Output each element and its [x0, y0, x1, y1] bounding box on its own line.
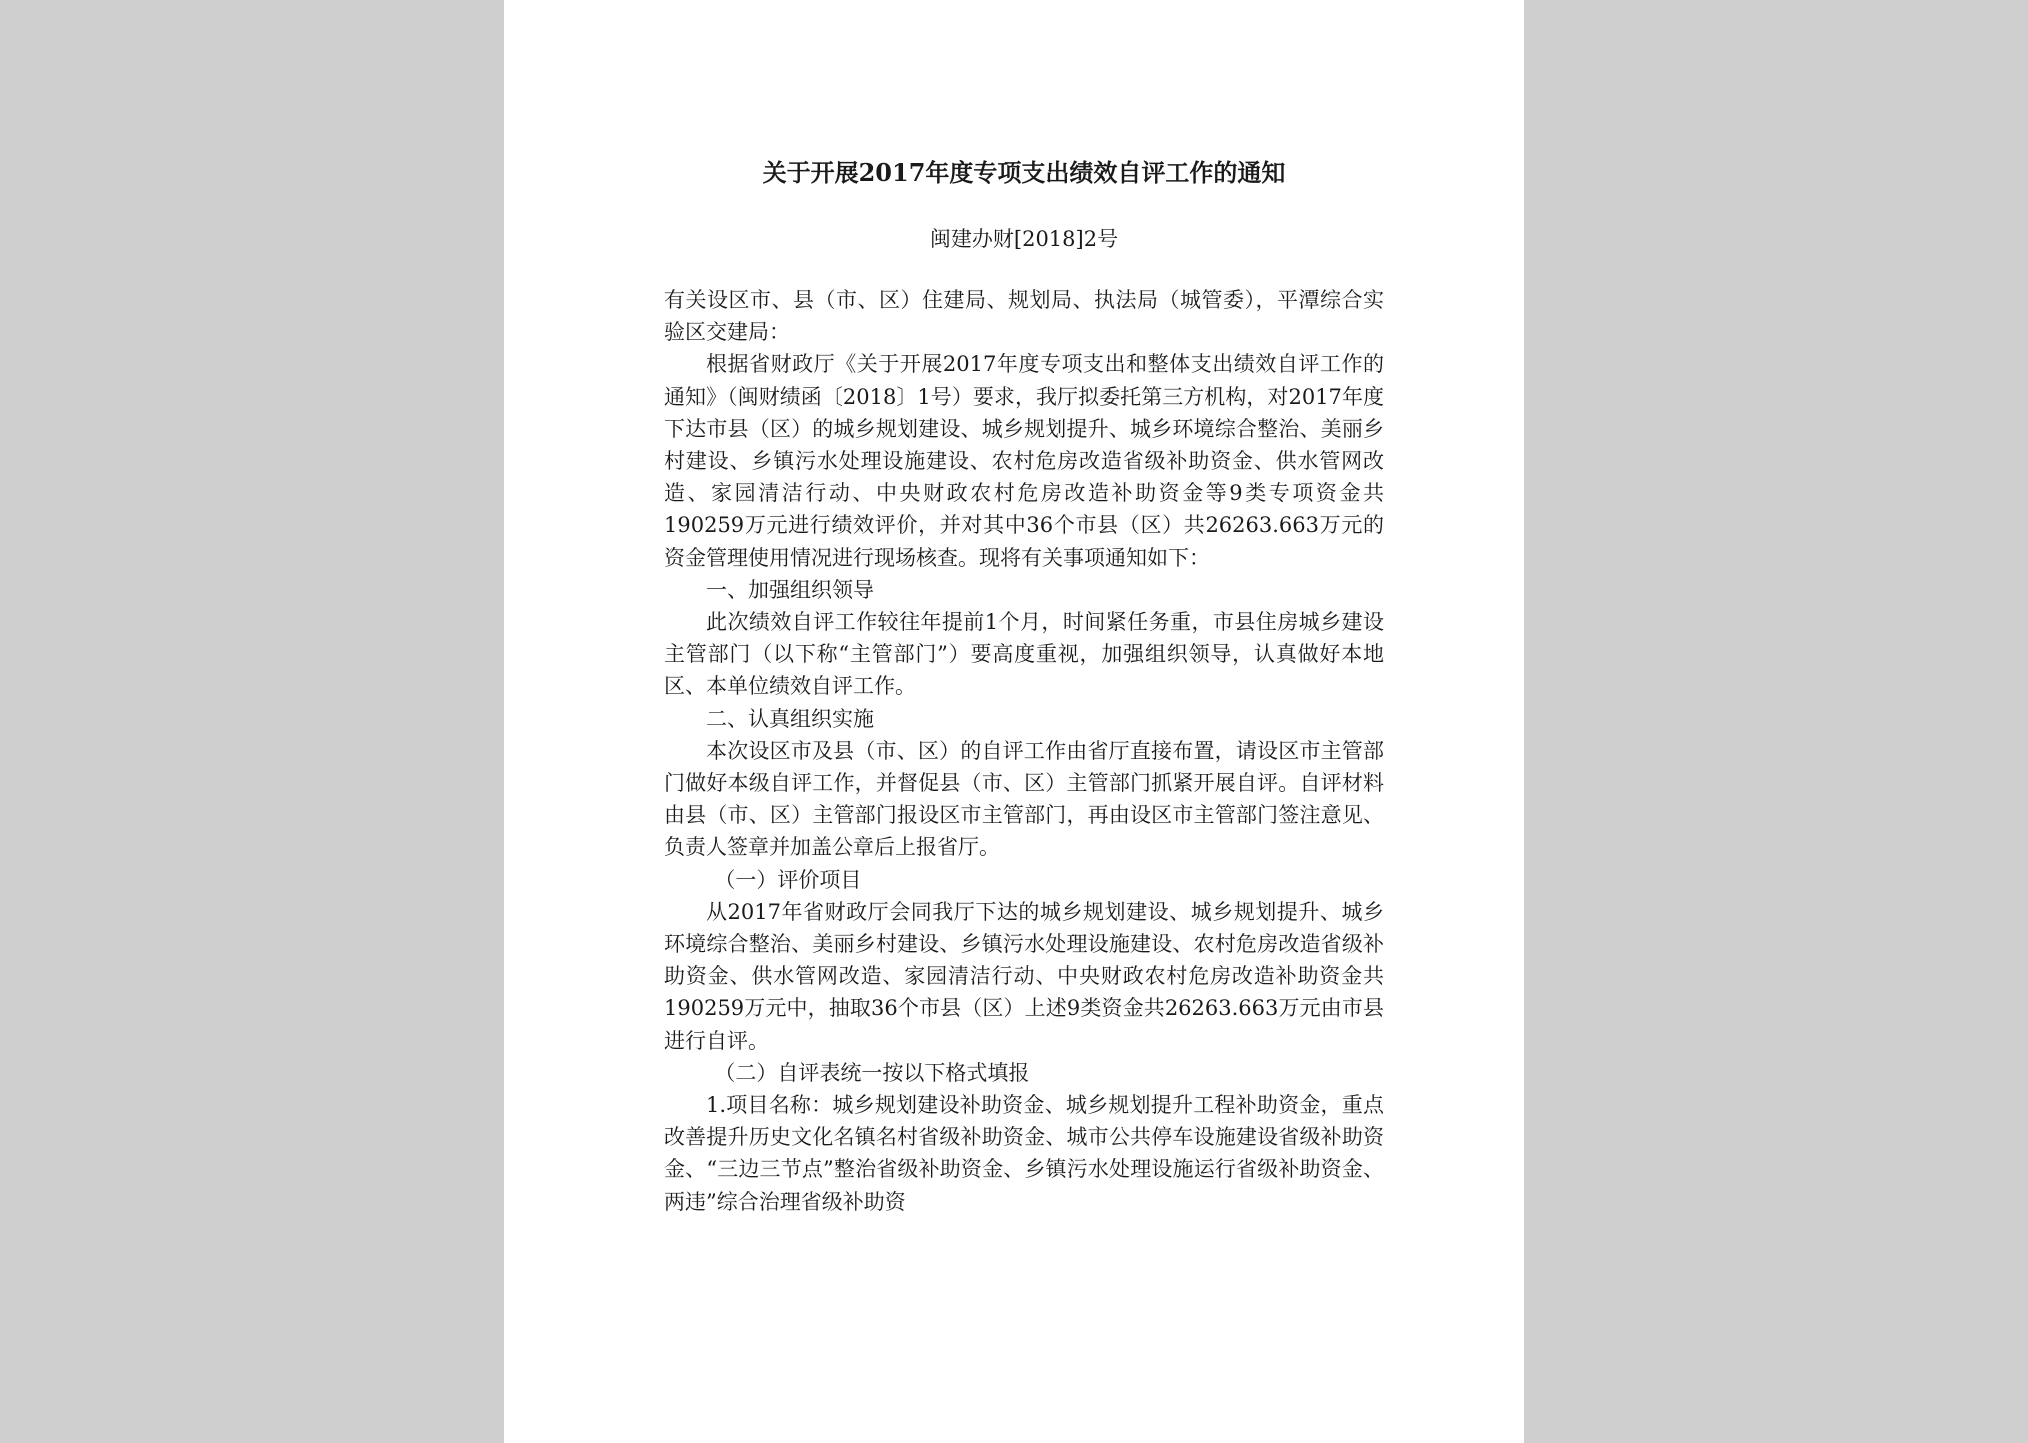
document-content: [664, 150, 1384, 1218]
document-body: [664, 284, 1384, 1218]
section-heading: （一）评价项目: [714, 867, 862, 892]
document-title: 关于开展2017年度专项支出绩效自评工作的通知: [762, 158, 1286, 187]
section-heading: 二、认真组织实施: [706, 706, 874, 731]
document-page: [504, 0, 1524, 1443]
section-heading: 一、加强组织领导: [706, 577, 874, 602]
body-paragraph: 有关设区市、县（市、区）住建局、规划局、执法局（城管委），平潭综合实验区交建局：: [664, 288, 1384, 345]
body-paragraph: 1.项目名称：城乡规划建设补助资金、城乡规划提升工程补助资金，重点改善提升历史文化名镇名村省级补助资金、城市公共停车设施建设省级补助资金、“三边三节点”整治省级补助资金、乡镇污水处理设施运行省级补助资金、两违”综合治理省级补助资: [664, 1093, 1384, 1214]
body-paragraph: 从2017年省财政厅会同我厅下达的城乡规划建设、城乡规划提升、城乡环境综合整治、美丽乡村建设、乡镇污水处理设施建设、农村危房改造省级补助资金、供水管网改造、家园清洁行动、中央财政农村危房改造补助资金共190259万元中，抽取36个市县（区）上述9类资金共26263.663万元由市县进行自评。: [664, 899, 1384, 1053]
body-paragraph: 此次绩效自评工作较往年提前1个月，时间紧任务重，市县住房城乡建设主管部门（以下称“主管部门”）要高度重视，加强组织领导，认真做好本地区、本单位绩效自评工作。: [664, 610, 1384, 699]
body-paragraph: 根据省财政厅《关于开展2017年度专项支出和整体支出绩效自评工作的通知》（闽财绩函〔2018〕1号）要求，我厅拟委托第三方机构，对2017年度下达市县（区）的城乡规划建设、城乡规划提升、城乡环境综合整治、美丽乡村建设、乡镇污水处理设施建设、农村危房改造省级补助资金、供水管网改造、家园清洁行动、中央财政农村危房改造补助资金等9类专项资金共190259万元进行绩效评价，并对其中36个市县（区）共26263.663万元的资金管理使用情况进行现场核查。现将有关事项通知如下：: [664, 352, 1384, 570]
document-number: 闽建办财[2018]2号: [929, 227, 1119, 251]
section-heading: （二）自评表统一按以下格式填报: [714, 1060, 1030, 1085]
body-paragraph: 本次设区市及县（市、区）的自评工作由省厅直接布置，请设区市主管部门做好本级自评工作，并督促县（市、区）主管部门抓紧开展自评。自评材料由县（市、区）主管部门报设区市主管部门，再由设区市主管部门签注意见、负责人签章并加盖公章后上报省厅。: [664, 738, 1384, 860]
